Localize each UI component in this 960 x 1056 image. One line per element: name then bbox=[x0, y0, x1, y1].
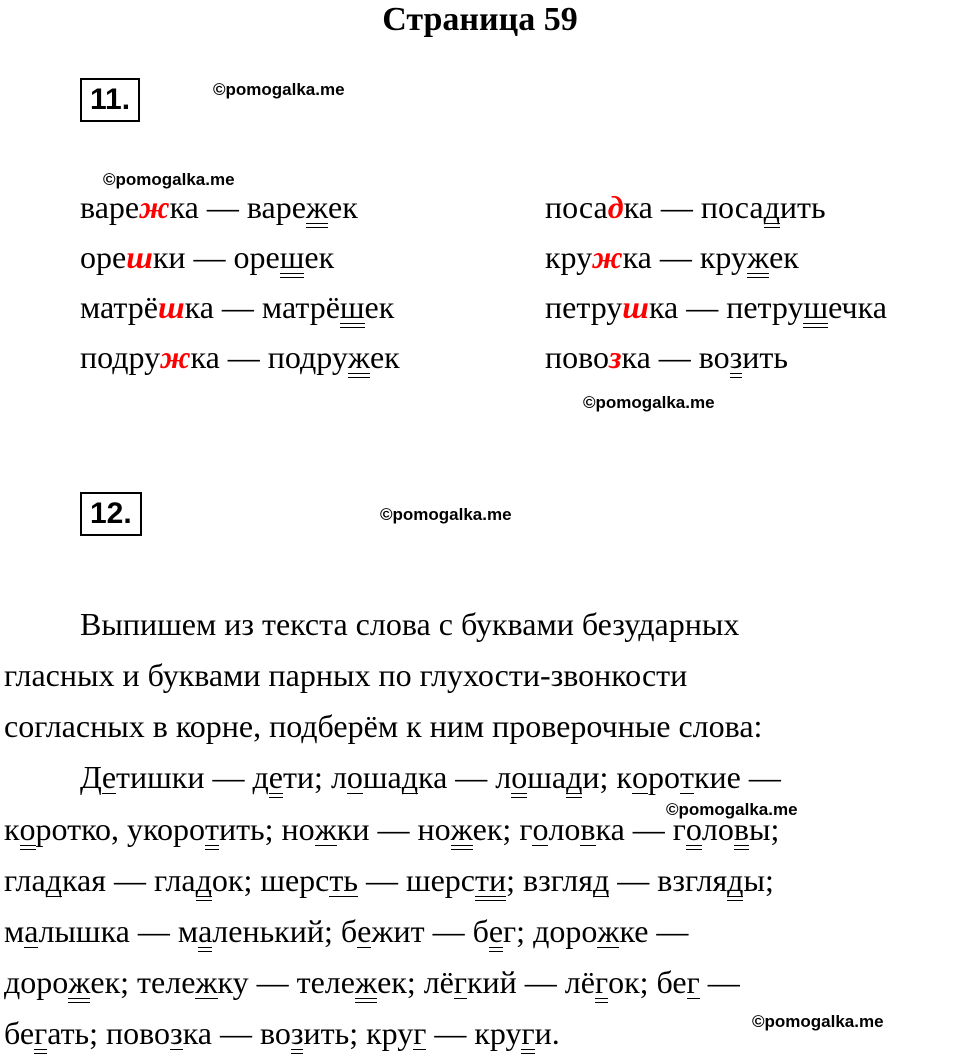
text-segment: кие — bbox=[693, 759, 781, 795]
text-segment: ку — теле bbox=[217, 964, 355, 1000]
page-title: Страница 59 bbox=[382, 1, 578, 38]
text-segment: гласных и буквами парных по глухости-звонкости bbox=[4, 657, 688, 693]
text-segment: г; доро bbox=[503, 913, 598, 949]
text-segment: подру bbox=[80, 339, 161, 375]
underlined-letter: г bbox=[594, 964, 609, 1000]
underlined-letter: з bbox=[729, 339, 743, 375]
text-segment: бе bbox=[4, 1015, 35, 1051]
underlined-letter: з bbox=[290, 1015, 304, 1051]
highlighted-letter: ж bbox=[160, 339, 191, 375]
text-segment: Д bbox=[80, 759, 102, 795]
text-segment: ка — поса bbox=[623, 189, 764, 225]
text-segment: — взгля bbox=[609, 862, 728, 898]
task-12-number: 12. bbox=[80, 492, 142, 536]
text-segment: к bbox=[4, 811, 20, 847]
underlined-letter: ж bbox=[746, 239, 770, 275]
underlined-letter: д bbox=[592, 862, 610, 898]
text-segment: ить bbox=[779, 189, 826, 225]
text-segment: ка — петру bbox=[648, 289, 804, 325]
text-segment: оре bbox=[80, 239, 127, 275]
text-segment: жит — б bbox=[371, 913, 489, 949]
underlined-letter: з bbox=[170, 1015, 183, 1051]
underlined-letter: т bbox=[204, 811, 219, 847]
underlined-letter: о bbox=[511, 759, 528, 795]
task-12-line bbox=[4, 963, 740, 1001]
underlined-letter: д bbox=[566, 759, 583, 795]
underlined-letter: г bbox=[34, 1015, 48, 1051]
word-pair bbox=[80, 288, 400, 326]
task-11-number: 11. bbox=[80, 78, 140, 122]
text-segment: ро bbox=[647, 759, 680, 795]
underlined-letter: е bbox=[268, 759, 283, 795]
text-segment: ать; пово bbox=[47, 1015, 171, 1051]
underlined-letter: ж bbox=[195, 964, 218, 1000]
highlighted-letter: д bbox=[607, 189, 624, 225]
underlined-letter: а bbox=[198, 913, 213, 949]
text-segment: ; взгля bbox=[506, 862, 593, 898]
text-segment: ка — подру bbox=[190, 339, 348, 375]
text-segment: ка — л bbox=[418, 759, 512, 795]
text-segment: ки — но bbox=[336, 811, 451, 847]
underlined-letter: ж bbox=[305, 189, 329, 225]
text-segment: ек; теле bbox=[90, 964, 196, 1000]
highlighted-letter: ш bbox=[157, 289, 185, 325]
text-segment: петру bbox=[545, 289, 623, 325]
text-segment: ша bbox=[362, 759, 402, 795]
text-segment: матрё bbox=[80, 289, 158, 325]
text-segment: ы; bbox=[748, 811, 780, 847]
text-segment: согласных в корне, подберём к ним проверочные слова: bbox=[4, 708, 763, 744]
text-segment: — кру bbox=[426, 1015, 522, 1051]
underlined-letter: в bbox=[580, 811, 596, 847]
text-segment: ек bbox=[328, 189, 358, 225]
text-segment: — шерс bbox=[357, 862, 475, 898]
task-12-line bbox=[4, 656, 687, 694]
highlighted-letter: ж bbox=[592, 239, 623, 275]
text-segment: ка — варе bbox=[169, 189, 306, 225]
task-11-right-column bbox=[545, 188, 887, 376]
word-pair bbox=[545, 188, 887, 226]
text-segment: ло bbox=[548, 811, 581, 847]
text-segment: ка — во bbox=[621, 339, 730, 375]
underlined-letter: е bbox=[101, 759, 117, 795]
task-12-line bbox=[80, 605, 739, 643]
underlined-letter: д bbox=[763, 189, 780, 225]
text-segment: ек bbox=[769, 239, 799, 275]
text-segment: ша bbox=[527, 759, 567, 795]
text-segment: и. bbox=[534, 1015, 560, 1051]
text-segment: кий — лё bbox=[467, 964, 595, 1000]
underlined-letter: г bbox=[453, 964, 467, 1000]
text-segment: ке — bbox=[619, 913, 689, 949]
underlined-letter: о bbox=[532, 811, 549, 847]
watermark: ©pomogalka.me bbox=[666, 800, 798, 819]
text-segment: варе bbox=[80, 189, 140, 225]
task-12-line bbox=[4, 861, 774, 899]
word-pair bbox=[545, 288, 887, 326]
underlined-letter: о bbox=[685, 811, 702, 847]
text-segment: доро bbox=[4, 964, 69, 1000]
underlined-letter: ж bbox=[597, 913, 620, 949]
text-segment: ок; бе bbox=[608, 964, 687, 1000]
underlined-letter: о bbox=[19, 811, 36, 847]
underlined-letter: ж bbox=[450, 811, 473, 847]
task-12-line bbox=[4, 912, 688, 950]
underlined-letter: ть bbox=[329, 862, 358, 898]
text-segment: ок; шерс bbox=[211, 862, 330, 898]
text-segment: ек bbox=[364, 289, 395, 325]
text-segment: — bbox=[699, 964, 740, 1000]
text-segment: ка — во bbox=[182, 1015, 291, 1051]
text-segment: поса bbox=[545, 189, 608, 225]
underlined-letter: ш bbox=[339, 289, 365, 325]
text-segment: ек; лё bbox=[377, 964, 454, 1000]
text-segment: ечка bbox=[828, 289, 887, 325]
text-segment: лышка — м bbox=[38, 913, 199, 949]
underlined-letter: г bbox=[521, 1015, 535, 1051]
underlined-letter: е bbox=[488, 913, 504, 949]
text-segment: ти; л bbox=[282, 759, 347, 795]
underlined-letter: ш bbox=[803, 289, 829, 325]
text-segment: пово bbox=[545, 339, 610, 375]
text-segment: и; к bbox=[582, 759, 632, 795]
text-segment: кая — гла bbox=[61, 862, 196, 898]
underlined-letter: г bbox=[413, 1015, 427, 1051]
watermark: ©pomogalka.me bbox=[752, 1012, 884, 1031]
text-segment: ы; bbox=[743, 862, 774, 898]
underlined-letter: ж bbox=[354, 964, 378, 1000]
word-pair bbox=[545, 238, 887, 276]
text-segment: ки — оре bbox=[152, 239, 280, 275]
highlighted-letter: з bbox=[609, 339, 622, 375]
task-11-left-column bbox=[80, 188, 400, 376]
underlined-letter: ж bbox=[347, 339, 370, 375]
text-segment: гла bbox=[4, 862, 46, 898]
underlined-letter: ж bbox=[314, 811, 337, 847]
watermark: ©pomogalka.me bbox=[583, 393, 715, 412]
task-12-line bbox=[4, 1014, 560, 1052]
underlined-letter: г bbox=[686, 964, 700, 1000]
text-segment: ло bbox=[701, 811, 734, 847]
text-segment: ка — кру bbox=[622, 239, 747, 275]
text-segment: м bbox=[4, 913, 25, 949]
word-pair bbox=[80, 188, 400, 226]
text-segment: ка — г bbox=[595, 811, 686, 847]
underlined-letter: о bbox=[631, 759, 648, 795]
underlined-letter: в bbox=[733, 811, 749, 847]
watermark: ©pomogalka.me bbox=[380, 505, 512, 524]
word-pair bbox=[545, 338, 887, 376]
underlined-letter: д bbox=[195, 862, 212, 898]
text-segment: ротко, укоро bbox=[35, 811, 205, 847]
underlined-letter: ш bbox=[279, 239, 305, 275]
text-segment: кру bbox=[545, 239, 593, 275]
text-segment: ить bbox=[742, 339, 788, 375]
text-segment: ка — матрё bbox=[184, 289, 340, 325]
highlighted-letter: ш bbox=[622, 289, 649, 325]
text-segment: ленький; б bbox=[212, 913, 358, 949]
text-segment: ек bbox=[369, 339, 400, 375]
text-segment: ить; но bbox=[218, 811, 315, 847]
text-segment: ек; г bbox=[472, 811, 533, 847]
underlined-letter: а bbox=[24, 913, 39, 949]
task-12-line bbox=[4, 810, 779, 848]
underlined-letter: е bbox=[357, 913, 372, 949]
watermark: ©pomogalka.me bbox=[103, 170, 235, 189]
text-segment: тишки — д bbox=[116, 759, 269, 795]
text-segment: ек bbox=[304, 239, 335, 275]
task-12-line bbox=[4, 707, 762, 745]
highlighted-letter: ш bbox=[126, 239, 153, 275]
word-pair bbox=[80, 238, 400, 276]
task-12-line bbox=[80, 758, 781, 796]
underlined-letter: д bbox=[401, 759, 419, 795]
underlined-letter: д bbox=[45, 862, 62, 898]
underlined-letter: о bbox=[346, 759, 363, 795]
highlighted-letter: ж bbox=[139, 189, 170, 225]
text-segment: Выпишем из текста слова с буквами безударных bbox=[80, 606, 740, 642]
word-pair bbox=[80, 338, 400, 376]
watermark: ©pomogalka.me bbox=[213, 80, 345, 99]
underlined-letter: ти bbox=[475, 862, 507, 898]
underlined-letter: т bbox=[679, 759, 694, 795]
underlined-letter: ж bbox=[68, 964, 91, 1000]
text-segment: ить; кру bbox=[303, 1015, 414, 1051]
underlined-letter: д bbox=[727, 862, 744, 898]
